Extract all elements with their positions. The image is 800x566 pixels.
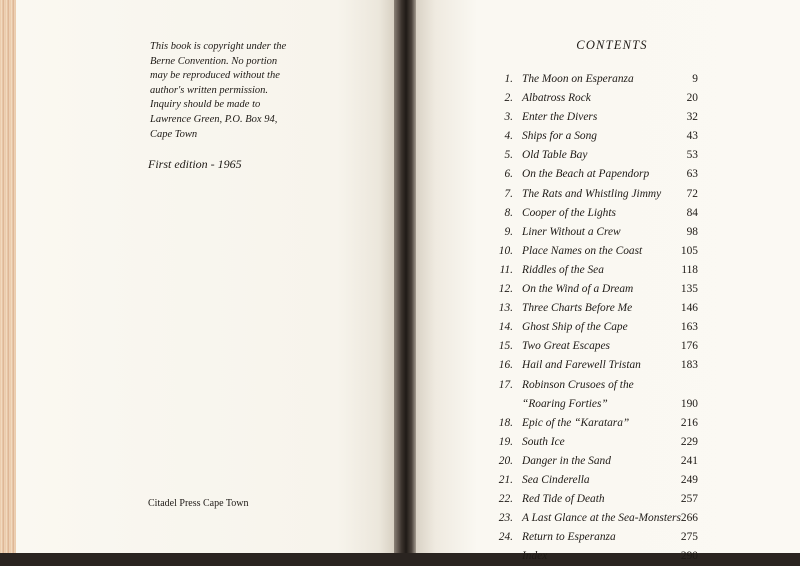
chapter-number: 19. bbox=[498, 435, 513, 448]
page-number: 257 bbox=[680, 492, 698, 505]
page-number: 105 bbox=[680, 244, 698, 257]
toc-entry bbox=[492, 318, 702, 337]
chapter-title: South Ice bbox=[522, 435, 565, 448]
page-number: 20 bbox=[686, 92, 698, 105]
chapter-number: 1. bbox=[504, 73, 513, 85]
chapter-number: 5. bbox=[504, 149, 513, 162]
chapter-number: 8. bbox=[504, 206, 513, 219]
chapter-title: Three Charts Before Me bbox=[522, 302, 633, 315]
copyright-notice bbox=[150, 40, 310, 142]
chapter-number: 22. bbox=[498, 492, 513, 505]
page-number: 190 bbox=[680, 397, 698, 410]
chapter-title: A Last Glance at the Sea-Monsters bbox=[522, 511, 681, 524]
toc-entry bbox=[492, 452, 702, 471]
page-number: 249 bbox=[680, 473, 698, 486]
chapter-number: 21. bbox=[498, 473, 513, 486]
toc-entry bbox=[492, 242, 702, 261]
chapter-number: 11. bbox=[499, 263, 513, 276]
page-number: 118 bbox=[681, 263, 698, 276]
chapter-number: 12. bbox=[498, 283, 513, 296]
chapter-number: 20. bbox=[498, 454, 513, 467]
chapter-number: 7. bbox=[504, 187, 513, 200]
chapter-title: Hail and Farewell Tristan bbox=[522, 359, 641, 372]
chapter-number: 10. bbox=[498, 244, 513, 257]
toc-entry bbox=[492, 547, 702, 566]
chapter-title: Sea Cinderella bbox=[522, 473, 590, 486]
table-of-contents bbox=[492, 70, 702, 566]
copyright-line: Lawrence Green, P.O. Box 94, bbox=[150, 113, 278, 125]
page-number: 32 bbox=[686, 111, 698, 124]
chapter-number: 3. bbox=[504, 111, 513, 124]
copyright-line: This book is copyright under the bbox=[150, 41, 287, 52]
toc-entry bbox=[492, 509, 702, 528]
toc-entry bbox=[492, 185, 702, 204]
chapter-number: 4. bbox=[504, 130, 513, 143]
page-number: 63 bbox=[686, 168, 698, 181]
chapter-title: The Rats and Whistling Jimmy bbox=[522, 187, 662, 200]
chapter-number: 13. bbox=[498, 302, 513, 315]
page-number: 84 bbox=[686, 206, 698, 219]
toc-entry bbox=[492, 165, 702, 184]
chapter-title: Robinson Crusoes of the “Roaring Forties” bbox=[522, 378, 634, 410]
chapter-number: 18. bbox=[498, 416, 513, 429]
page-number: 183 bbox=[680, 359, 698, 372]
toc-entry bbox=[492, 223, 702, 242]
chapter-title: On the Beach at Papendorp bbox=[522, 168, 650, 181]
chapter-number: 6. bbox=[504, 168, 513, 181]
toc-entry bbox=[492, 204, 702, 223]
page-number: 229 bbox=[680, 435, 698, 448]
toc-entry bbox=[492, 89, 702, 108]
chapter-number: 15. bbox=[498, 340, 513, 353]
copyright-line: Inquiry should be made to bbox=[150, 99, 261, 111]
page-number: 146 bbox=[680, 302, 698, 315]
chapter-title: On the Wind of a Dream bbox=[522, 283, 634, 296]
toc-entry bbox=[492, 70, 702, 89]
contents-heading: CONTENTS bbox=[576, 38, 648, 52]
page-number: 53 bbox=[686, 149, 698, 162]
book-gutter bbox=[394, 0, 416, 553]
chapter-title: The Moon on Esperanza bbox=[522, 73, 634, 85]
chapter-number: 14. bbox=[498, 321, 513, 334]
toc-entry bbox=[492, 471, 702, 490]
chapter-title: Albatross Rock bbox=[522, 92, 591, 105]
toc-entry bbox=[492, 146, 702, 165]
copyright-line: Berne Convention. No portion bbox=[150, 55, 278, 67]
chapter-title: Old Table Bay bbox=[522, 149, 588, 162]
chapter-number: 23. bbox=[498, 511, 513, 524]
page-number: 266 bbox=[680, 511, 698, 524]
edition-note: First edition - 1965 bbox=[148, 157, 242, 171]
chapter-number: 9. bbox=[504, 225, 513, 238]
chapter-title: Liner Without a Crew bbox=[522, 225, 621, 238]
chapter-number: 17. bbox=[498, 378, 513, 391]
chapter-title: Index bbox=[522, 550, 548, 563]
toc-entry bbox=[492, 528, 702, 547]
chapter-title: Two Great Escapes bbox=[522, 340, 610, 353]
toc-entry bbox=[492, 337, 702, 356]
chapter-title: Ghost Ship of the Cape bbox=[522, 321, 628, 334]
page-number: 241 bbox=[680, 454, 698, 467]
toc-entry bbox=[492, 280, 702, 299]
chapter-title: Riddles of the Sea bbox=[522, 263, 604, 276]
chapter-number: 24. bbox=[498, 531, 513, 544]
toc-entry bbox=[492, 433, 702, 452]
chapter-number: 16. bbox=[498, 359, 513, 372]
page-number: 216 bbox=[680, 416, 698, 429]
publisher-imprint: Citadel Press Cape Town bbox=[148, 498, 249, 509]
page-number: 135 bbox=[680, 283, 698, 296]
page-number: 72 bbox=[686, 187, 698, 200]
chapter-title: Danger in the Sand bbox=[522, 454, 611, 467]
chapter-title: Cooper of the Lights bbox=[522, 206, 616, 219]
page-number: 43 bbox=[686, 130, 698, 143]
toc-entry bbox=[492, 490, 702, 509]
copyright-line: Cape Town bbox=[150, 128, 198, 140]
page-number: 176 bbox=[680, 340, 698, 353]
chapter-title: Ships for a Song bbox=[522, 130, 597, 143]
page-number: 98 bbox=[686, 225, 698, 238]
page-number: 275 bbox=[680, 531, 698, 544]
chapter-title: Epic of the “Karatara” bbox=[522, 416, 630, 429]
copyright-line: author's written permission. bbox=[150, 84, 269, 96]
toc-entry bbox=[492, 261, 702, 280]
chapter-title: Place Names on the Coast bbox=[522, 244, 643, 257]
chapter-title: Enter the Divers bbox=[522, 111, 598, 124]
page-number: 290 bbox=[680, 550, 698, 563]
page-number: 9 bbox=[692, 73, 698, 85]
toc-entry bbox=[492, 414, 702, 433]
copyright-line: may be reproduced without the bbox=[150, 70, 280, 82]
toc-entry bbox=[492, 356, 702, 375]
toc-entry bbox=[492, 299, 702, 318]
chapter-title: Red Tide of Death bbox=[522, 492, 605, 505]
toc-entry bbox=[492, 108, 702, 127]
toc-entry bbox=[492, 127, 702, 146]
page-number: 163 bbox=[680, 321, 698, 334]
chapter-title: Return to Esperanza bbox=[522, 531, 616, 544]
chapter-number: 2. bbox=[504, 92, 513, 105]
page-edges bbox=[0, 0, 16, 553]
toc-entry bbox=[492, 376, 702, 414]
